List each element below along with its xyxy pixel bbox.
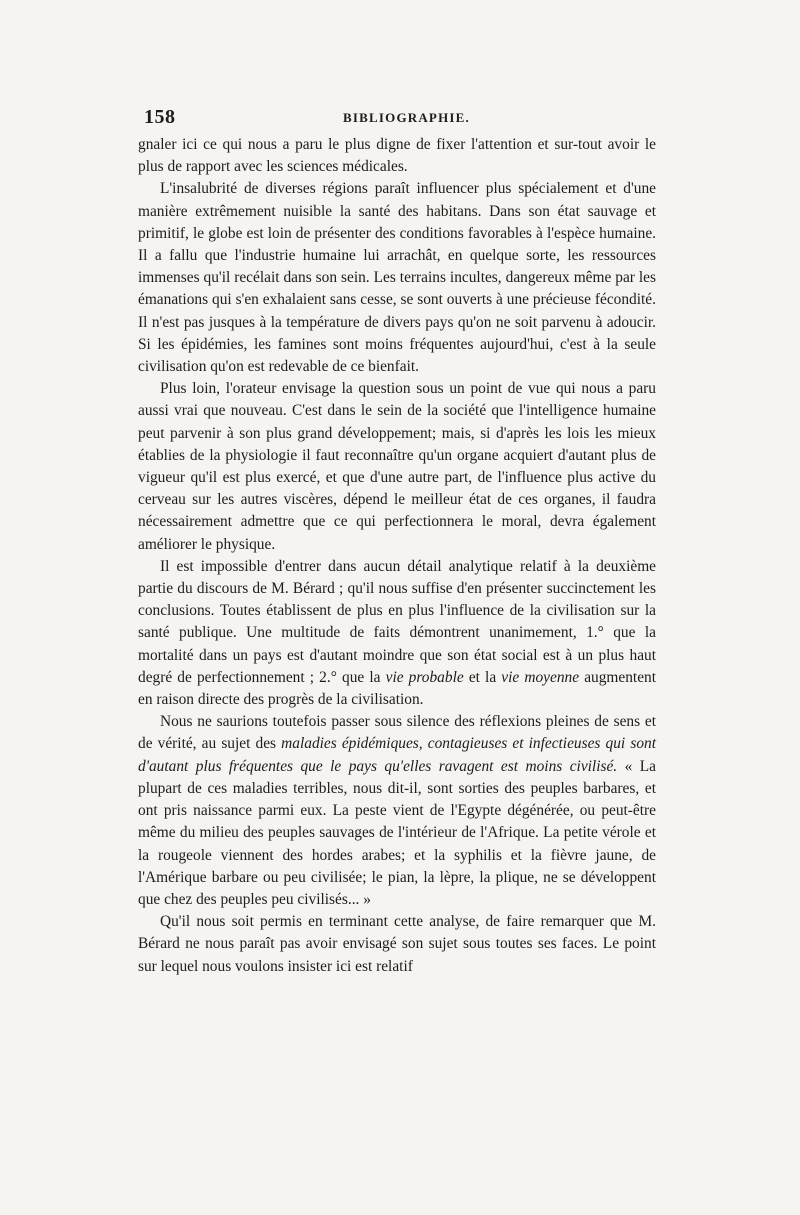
paragraph — [138, 178, 656, 378]
page-number: 158 — [144, 106, 176, 128]
paragraph — [138, 378, 656, 556]
italic-text: maladies épidémiques, contagieuses et infectieuses qui sont d'autant plus fréquentes que le pays qu'elles ravagent est moins civilisé. — [138, 735, 656, 775]
text-segment: gnaler ici ce qui nous a paru le plus digne de fixer l'attention et sur-tout avoir le plus de rapport avec les sciences médicales. — [138, 136, 656, 176]
paragraph — [138, 134, 656, 178]
text-segment: augmentent en raison directe des progrès de la civilisation. — [138, 668, 656, 709]
paragraph — [138, 711, 656, 911]
text-segment: Qu'il nous soit permis en terminant cette analyse, de faire remarquer que M. Bérard ne nous paraît pas avoir envisagé son sujet sous toutes ses faces. Le point sur lequel nous voulons insister ici est relatif — [138, 913, 656, 975]
text-segment: Nous ne saurions toutefois passer sous silence des réflexions pleines de sens et de vérité, au sujet des — [138, 713, 656, 753]
running-head — [138, 104, 656, 132]
text-segment: Il est impossible d'entrer dans aucun détail analytique relatif à la deuxième partie du discours de M. Bérard ; qu'il nous suffise d'en présenter succinctement les conclusions. Toutes établissent de plus en plus l'influence de la civilisation sur la santé publique. Une multitude de faits démontrent unanimement, 1.° que la mortalité dans un pays est d'autant moindre que son état social est à un plus haut degré de perfectionnement ; 2.° que la — [138, 557, 656, 686]
text-segment: L'insalubrité de diverses régions paraît influencer plus spécialement et d'une manière extrêmement nuisible la santé des habitans. Dans son état sauvage et primitif, le globe est loin de présenter des conditions favorables à l'espèce humaine. Il a fallu que l'industrie humaine lui arrachât, en quelque sorte, les ressources immenses qu'il recélait dans son sein. Les terrains incultes, dangereux même par les émanations qui s'en exhalaient sans cesse, se sont ouverts à une précieuse fécondité. Il n'est pas jusques à la température de divers pays qu'on ne soit parvenu à adoucir. Si les épidémies, les famines sont moins fréquentes aujourd'hui, c'est à la seule civilisation qu'on est redevable de ce bienfait. — [138, 180, 656, 376]
body-text — [138, 134, 656, 978]
paragraph — [138, 911, 656, 978]
text-segment: « La plupart de ces maladies terribles, nous dit-il, sont sorties des peuples barbares, et ont pris naissance parmi eux. La peste vient de l'Egypte dégénérée, ou peut-être même du milieu des peuples sauvages de l'intérieur de l'Afrique. La petite vérole et la rougeole viennent des hordes arabes; et la syphilis et la fièvre jaune, de l'Amérique barbare ou peu civilisée; le pian, la lèpre, la plique, ne se développent que chez des peuples peu civilisés... » — [138, 757, 657, 908]
text-segment: et la — [463, 668, 502, 686]
italic-text: vie probable — [385, 668, 464, 686]
section-title: BIBLIOGRAPHIE. — [343, 110, 470, 125]
paragraph — [138, 556, 656, 711]
text-segment: Plus loin, l'orateur envisage la question sous un point de vue qui nous a paru aussi vrai que nouveau. C'est dans le sein de la société que l'intelligence humaine peut parvenir à son plus grand développement; mais, si d'après les lois les mieux établies de la physiologie il faut reconnaître qu'un organe acquiert d'autant plus de vigueur qu'il est plus exercé, et que d'une autre part, de l'influence plus active du cerveau sur les autres viscères, dépend le meilleur état de ces organes, il faudra nécessairement admettre que ce qui perfectionnera le moral, devra également améliorer le physique. — [138, 380, 656, 553]
italic-text: vie moyenne — [501, 668, 580, 686]
book-page — [138, 104, 656, 1064]
